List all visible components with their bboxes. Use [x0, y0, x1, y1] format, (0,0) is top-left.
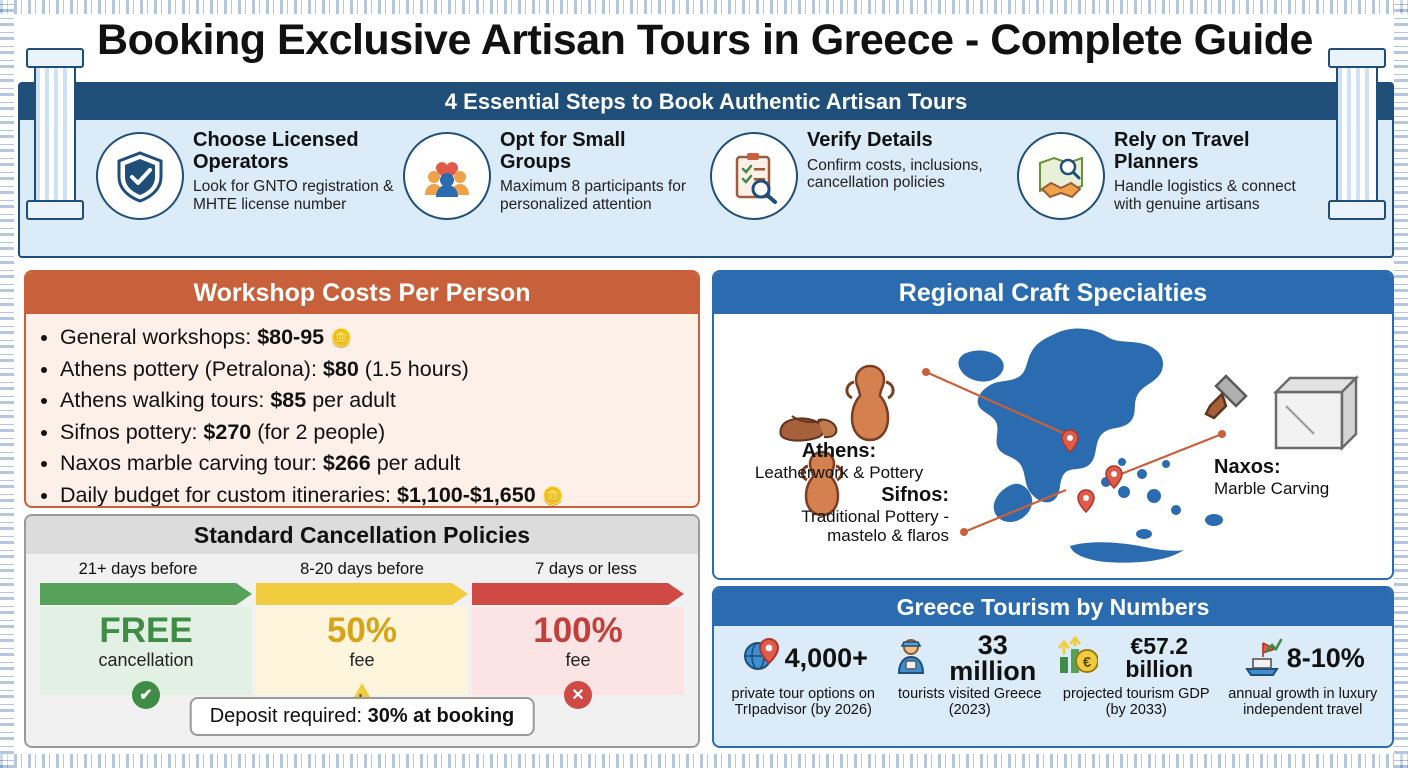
- cancellation-window-1: 21+ days before: [78, 560, 198, 578]
- column-base-right: [1328, 200, 1386, 220]
- region-desc-sifnos: Traditional Pottery - mastelo & flaros: [801, 506, 949, 546]
- steps-list: [92, 126, 1320, 252]
- step-text-4: [1114, 126, 1316, 214]
- tourism-stat-value-1: 4,000+: [784, 642, 868, 673]
- deposit-value: 30% at booking: [367, 705, 515, 727]
- tourism-stat-desc-3: projected tourism GDP (by 2033): [1062, 686, 1210, 719]
- cancellation-tiers: [26, 607, 698, 704]
- cost-value: $270: [203, 419, 252, 444]
- tier-amount-1: FREE: [99, 611, 193, 650]
- step-item-3: [706, 126, 1013, 252]
- cost-value: $1,100-$1,650: [396, 482, 536, 507]
- cost-item: [60, 417, 698, 448]
- small-group-people-icon: [403, 132, 491, 220]
- tourism-stat-desc-1: private tour options on TrIpadvisor (by 2026): [731, 686, 875, 719]
- region-desc-athens: Leatherwork & Pottery: [754, 462, 924, 482]
- cancellation-policies-card: [24, 514, 700, 748]
- tourism-stat-2: [887, 629, 1054, 744]
- cancellation-tier-1: [40, 607, 252, 704]
- cost-item: [60, 385, 698, 416]
- step-title-3: Verify Details: [807, 129, 933, 151]
- cost-value: $266: [322, 451, 371, 476]
- step-desc-4: Handle logistics & connect with genuine artisans: [1114, 178, 1296, 213]
- cost-item: [60, 480, 698, 508]
- tourism-stat-desc-4: annual growth in luxury independent travel: [1228, 686, 1378, 719]
- coin-icon: 🪙: [330, 328, 353, 348]
- tourism-stat-value-4: 8-10%: [1286, 642, 1365, 673]
- step-text-1: [193, 126, 395, 214]
- cancellation-header: Standard Cancellation Policies: [26, 516, 698, 554]
- arrow-red: [472, 583, 684, 605]
- step-title-1: Choose Licensed Operators: [193, 129, 359, 173]
- cancellation-arrows: [26, 583, 698, 605]
- greek-column-left: [20, 48, 90, 220]
- tourism-stats: [714, 626, 1392, 744]
- region-name-athens: Athens:: [801, 440, 877, 462]
- region-desc-naxos: Marble Carving: [1214, 478, 1330, 498]
- cost-label: Daily budget for custom itineraries:: [60, 482, 397, 507]
- greek-column-right: [1322, 48, 1392, 220]
- greece-map-area: [714, 314, 1392, 576]
- tier-amount-2: 50%: [326, 611, 398, 650]
- region-name-naxos: Naxos:: [1214, 456, 1281, 478]
- cost-value: $80-95: [257, 325, 325, 349]
- shield-check-icon: [96, 132, 184, 220]
- step-title-4: Rely on Travel Planners: [1114, 129, 1250, 173]
- step-item-2: [399, 126, 706, 252]
- tourism-stat-4: [1220, 632, 1387, 744]
- cost-value: $85: [270, 388, 307, 413]
- column-shaft-right: [1336, 56, 1378, 218]
- greek-key-border-bottom: [0, 754, 1408, 768]
- coin-icon: 🪙: [541, 485, 565, 506]
- workshop-costs-card: [24, 270, 700, 508]
- cost-label: Athens pottery (Petralona):: [60, 356, 323, 381]
- sandal-amphora-icon: [780, 366, 893, 441]
- yacht-chart-icon: [1241, 635, 1283, 682]
- cost-label: Sifnos pottery:: [60, 419, 204, 444]
- workshop-costs-header: Workshop Costs Per Person: [26, 272, 698, 314]
- column-shaft-left: [34, 56, 76, 218]
- column-base-left: [26, 200, 84, 220]
- tourism-numbers-card: [712, 586, 1394, 748]
- tier-sub-1: cancellation: [98, 650, 194, 670]
- workshop-costs-list: [26, 322, 698, 508]
- regional-craft-header: Regional Craft Specialties: [714, 272, 1392, 314]
- step-title-2: Opt for Small Groups: [500, 129, 626, 173]
- tourist-person-icon: [890, 635, 932, 682]
- arrow-yellow: [256, 583, 468, 605]
- cost-label: Naxos marble carving tour:: [60, 451, 323, 476]
- tourism-header: Greece Tourism by Numbers: [714, 588, 1392, 626]
- greek-key-border-left: [0, 0, 14, 768]
- cost-suffix: per adult: [370, 451, 461, 476]
- tier-amount-3: 100%: [533, 611, 623, 650]
- cost-item: [60, 322, 698, 353]
- euro-growth-icon: [1056, 635, 1098, 682]
- region-label-athens: [734, 440, 944, 482]
- clipboard-magnifier-icon: [710, 132, 798, 220]
- cost-value: $80: [322, 356, 359, 381]
- cancellation-window-2: 8-20 days before: [300, 560, 424, 578]
- svg-text:€: €: [1082, 653, 1092, 671]
- tourism-stat-3: [1053, 632, 1220, 744]
- region-name-sifnos: Sifnos:: [881, 484, 949, 506]
- cost-label: Athens walking tours:: [60, 388, 271, 413]
- chisel-marble-icon: [1206, 376, 1356, 448]
- step-text-2: [500, 126, 702, 214]
- check-icon: ✔: [132, 681, 160, 709]
- tier-sub-2: fee: [349, 650, 375, 670]
- steps-header: 4 Essential Steps to Book Authentic Artisan Tours: [20, 84, 1392, 120]
- cost-suffix: per adult: [306, 388, 396, 413]
- arrow-green: [40, 583, 252, 605]
- cost-item: [60, 354, 698, 385]
- tier-sub-3: fee: [565, 650, 591, 670]
- cost-suffix: (for 2 people): [251, 419, 386, 444]
- step-item-1: [92, 126, 399, 252]
- column-capital-right-top: [1328, 48, 1386, 68]
- cancellation-tier-2: [256, 607, 468, 695]
- greek-key-border-right: [1394, 0, 1408, 768]
- tourism-stat-value-2: 33 million: [949, 629, 1037, 686]
- step-text-3: [807, 126, 1009, 192]
- region-label-sifnos: [754, 484, 949, 546]
- step-desc-3: Confirm costs, inclusions, cancellation policies: [807, 156, 983, 192]
- tourism-stat-desc-2: tourists visited Greece (2023): [898, 686, 1042, 719]
- globe-pin-icon: [739, 635, 781, 682]
- deposit-prefix: Deposit required:: [209, 705, 368, 727]
- x-icon: ✕: [564, 681, 592, 709]
- cost-suffix: (1.5 hours): [358, 356, 469, 381]
- regional-craft-card: [712, 270, 1394, 580]
- tourism-stat-1: [720, 632, 887, 744]
- cancellation-tier-3: [472, 607, 684, 704]
- region-label-naxos: [1214, 456, 1384, 498]
- step-desc-1: Look for GNTO registration & MHTE license number: [193, 178, 394, 213]
- steps-band: [18, 82, 1394, 258]
- handshake-map-icon: [1017, 132, 1105, 220]
- cancellation-windows: [26, 560, 698, 579]
- deposit-note: [190, 697, 535, 736]
- cost-item: [60, 448, 698, 479]
- tourism-stat-value-3: €57.2 billion: [1125, 633, 1194, 682]
- step-desc-2: Maximum 8 participants for personalized attention: [500, 178, 687, 213]
- page-title: Booking Exclusive Artisan Tours in Greece - Complete Guide: [97, 15, 1313, 64]
- step-item-4: [1013, 126, 1320, 252]
- cost-label: General workshops:: [60, 325, 258, 349]
- cancellation-window-3: 7 days or less: [535, 560, 637, 578]
- column-capital-left-top: [26, 48, 84, 68]
